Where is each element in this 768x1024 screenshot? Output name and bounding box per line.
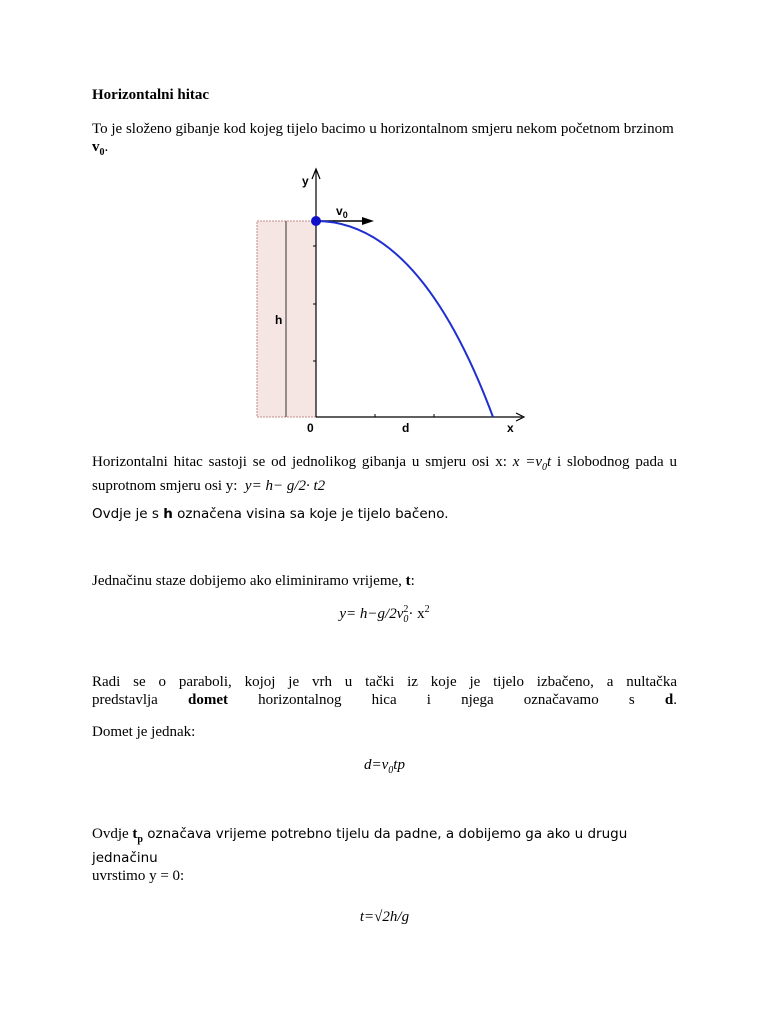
origin-label: 0 bbox=[307, 421, 314, 435]
v0-arrow-head bbox=[362, 217, 374, 225]
parabola-line-2 bbox=[92, 691, 677, 709]
projectile-figure bbox=[250, 165, 540, 440]
eq1-sub: 0 bbox=[403, 614, 409, 625]
trajectory-paragraph bbox=[92, 572, 677, 590]
height-text-2: označena visina sa koje je tijelo bačeno. bbox=[172, 506, 449, 522]
fall-time-text-1: Ovdje bbox=[92, 826, 133, 842]
height-text-1: Ovdje je s bbox=[92, 506, 164, 522]
v0-bold bbox=[92, 139, 105, 158]
fall-time-text-2: označava vrijeme potrebno tijelu da padne, a dobijemo ga ako u drugu jednačinu bbox=[92, 826, 628, 866]
trajectory-text: Jednačinu staze dobijemo ako eliminiramo vrijeme, bbox=[92, 573, 406, 589]
parabola-paragraph bbox=[92, 673, 677, 709]
eq2-part-b: tp bbox=[393, 757, 405, 773]
tp-bold-letter: t bbox=[132, 826, 138, 842]
section-title bbox=[92, 86, 677, 104]
fall-time-paragraph bbox=[92, 825, 677, 885]
parabola-text-2: horizontalnog hica i njega označavamo s bbox=[227, 692, 665, 708]
trajectory-equation bbox=[92, 604, 677, 625]
fall-time-line-1 bbox=[92, 825, 677, 867]
tp-bold bbox=[132, 826, 143, 845]
composition-text-2: i slobodnog pada u bbox=[551, 454, 677, 470]
eq2-sub: 0 bbox=[388, 765, 394, 776]
eq3: t=√2h/g bbox=[359, 909, 410, 925]
y-axis-label: y bbox=[302, 174, 309, 188]
intro-paragraph bbox=[92, 120, 677, 162]
parabola-text-1: predstavlja bbox=[92, 692, 188, 708]
fall-time-equation bbox=[92, 909, 677, 926]
eq1-part-a: y= h−g/2v bbox=[339, 606, 404, 622]
eq1-part-b: · x bbox=[408, 606, 425, 622]
x-formula-sub: 0 bbox=[542, 462, 548, 473]
range-equation bbox=[92, 757, 677, 776]
range-paragraph: Domet je jednak: bbox=[92, 724, 196, 740]
v0-bold-sub: 0 bbox=[99, 147, 105, 158]
x-formula bbox=[512, 454, 552, 473]
range-label: d bbox=[402, 421, 410, 435]
height-paragraph bbox=[92, 505, 677, 523]
intro-end: . bbox=[104, 139, 109, 155]
composition-line-2 bbox=[92, 477, 677, 495]
y-formula: y= h− g/2· t2 bbox=[244, 478, 326, 494]
eq2-part-a: d=v bbox=[364, 757, 389, 773]
fall-time-line-2: uvrstimo y = 0: bbox=[92, 868, 185, 884]
eq1-sup-2: 2 bbox=[424, 604, 430, 615]
section-title-text: Horizontalni hitac bbox=[92, 87, 210, 103]
height-bold: h bbox=[163, 506, 173, 522]
v0-label-sub: 0 bbox=[342, 210, 348, 220]
x-formula-text: x =v bbox=[512, 454, 543, 470]
composition-text-3: suprotnom smjeru osi y: bbox=[92, 478, 242, 494]
composition-text-1: Horizontalni hitac sastoji se od jednolikog gibanja u smjeru osi x: bbox=[92, 454, 513, 470]
time-bold: t bbox=[405, 573, 411, 589]
launch-point bbox=[311, 216, 321, 226]
trajectory-curve bbox=[316, 221, 493, 417]
composition-line-1 bbox=[92, 453, 677, 477]
eq2 bbox=[364, 757, 405, 776]
v0-bold-letter: v bbox=[92, 139, 100, 155]
d-bold: d bbox=[664, 692, 674, 708]
tp-bold-sub: p bbox=[137, 834, 143, 845]
height-label: h bbox=[275, 313, 283, 327]
trajectory-colon: : bbox=[410, 573, 415, 589]
x-formula-end: t bbox=[547, 454, 552, 470]
eq1-sup: 2 bbox=[403, 604, 409, 615]
parabola-end: . bbox=[673, 692, 677, 708]
composition-paragraph bbox=[92, 453, 677, 495]
domet-bold: domet bbox=[187, 692, 228, 708]
parabola-line-1: Radi se o paraboli, kojoj je vrh u tački iz koje je tijelo izbačeno, a nultačka bbox=[92, 674, 677, 690]
x-axis-label: x bbox=[507, 421, 514, 435]
v0-label-letter: v bbox=[336, 204, 343, 218]
intro-text: To je složeno gibanje kod kojeg tijelo bacimo u horizontalnom smjeru nekom početnom brzinom bbox=[92, 121, 674, 137]
v0-label bbox=[336, 204, 348, 220]
